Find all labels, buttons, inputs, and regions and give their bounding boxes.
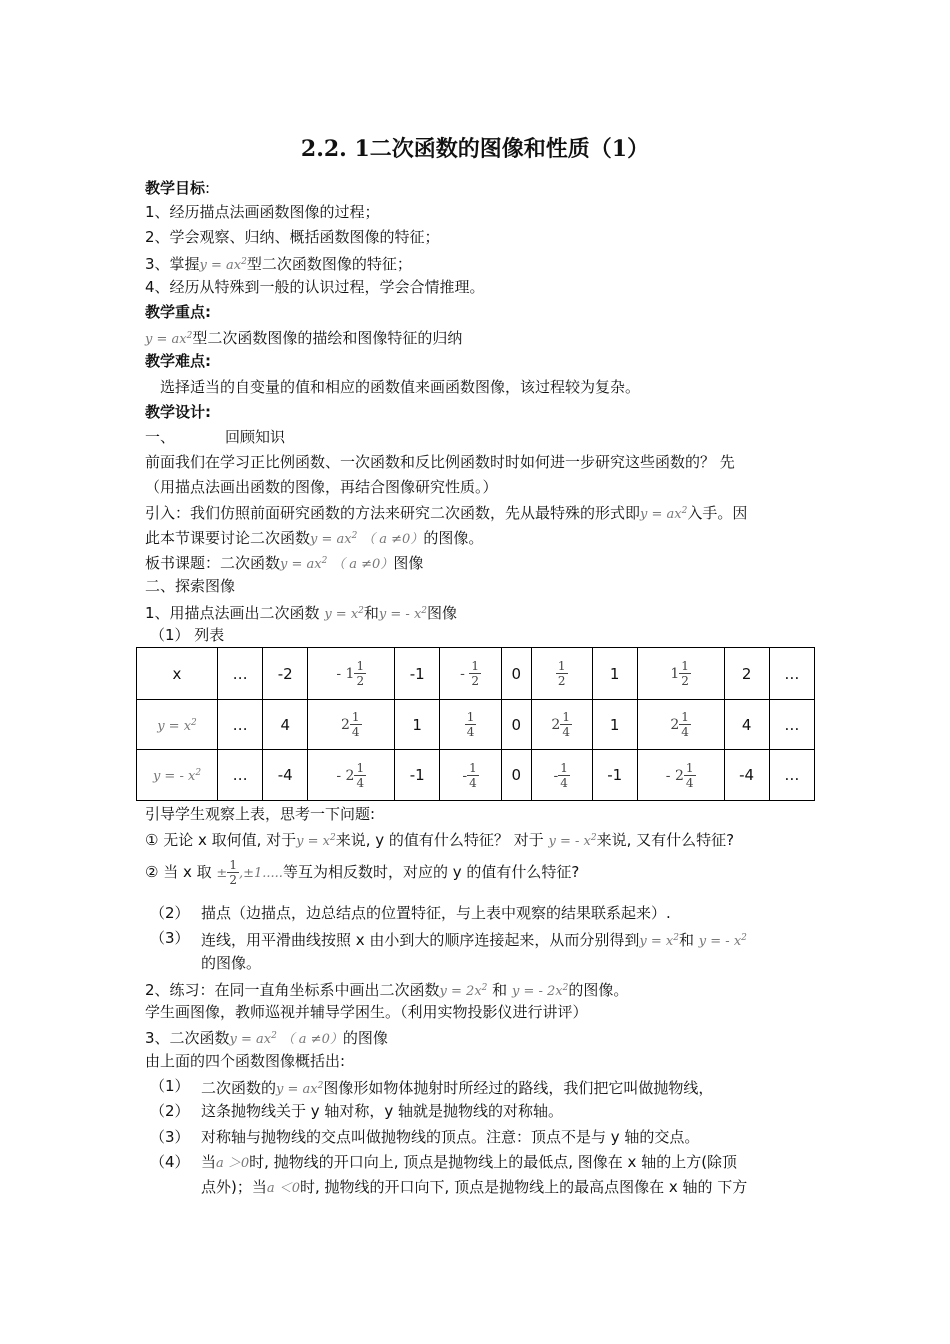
step-3-text-cont: 的图像。: [201, 954, 262, 972]
table-cell: …: [218, 648, 263, 700]
table-cell: x: [137, 648, 218, 700]
table-cell: …: [769, 750, 814, 801]
summary-2-text: 这条抛物线关于 y 轴对称，y 轴就是抛物线的对称轴。: [201, 1102, 564, 1120]
section1-heading: 一、 回顾知识: [145, 428, 286, 446]
table-cell: 2: [724, 648, 769, 700]
formula-y-ax2: $y = ax^2$: [280, 556, 328, 572]
table-cell: …: [769, 700, 814, 750]
section1-paragraph-5: 板书课题：二次函数$y = ax^2$ （ a ≠0）图像: [145, 554, 424, 572]
table-cell: $\frac{1}{2}$: [531, 648, 592, 700]
table-cell: - $\frac{1}{2}$: [440, 648, 502, 700]
questions-intro: 引导学生观察上表，思考一下问题:: [145, 805, 376, 823]
table-cell: …: [218, 750, 263, 801]
section3-summary: 由上面的四个函数图像概括出:: [145, 1052, 346, 1070]
table-cell: 1 $\frac{1}{2}$: [637, 648, 724, 700]
objectives-heading: 教学目标:: [145, 179, 211, 197]
table-cell: -1: [592, 750, 637, 801]
table-cell: 1: [592, 700, 637, 750]
summary-4-number: （4）: [150, 1153, 190, 1171]
step-2-number: （2）: [150, 904, 190, 922]
formula-y-negx2: y = - $x^2$: [378, 606, 428, 622]
section3-heading: 3、二次函数$y = ax^2$ （ a ≠0）的图像: [145, 1029, 388, 1047]
table-cell: 0: [501, 750, 531, 801]
formula-y-ax2: $y = ax^2$: [310, 531, 358, 547]
table-cell: 0: [501, 700, 531, 750]
table-row: [137, 700, 815, 750]
difficulties-heading: 教学难点:: [145, 352, 211, 370]
table-cell: 1: [592, 648, 637, 700]
step-2-text: 描点（边描点，边总结点的位置特征，与上表中观察的结果联系起来）.: [201, 904, 671, 922]
key-points-heading: 教学重点:: [145, 303, 211, 321]
table-cell: - $\frac{1}{4}$: [531, 750, 592, 801]
formula-y-ax2: $y = ax^2$: [145, 331, 193, 347]
table-cell: 2 $\frac{1}{4}$: [531, 700, 592, 750]
section2-heading: 二、探索图像: [145, 577, 236, 595]
question-2: ② 当 x 取 ± $\frac{1}{2}$ ,±1.....等互为相反数时，对应的 y 的值有什么特征?: [145, 858, 580, 887]
summary-1-number: （1）: [150, 1077, 190, 1095]
difficulties-text: 选择适当的自变量的值和相应的函数值来画函数图像，该过程较为复杂。: [160, 378, 641, 396]
table-cell: …: [218, 700, 263, 750]
section2-sub-1: （1） 列表: [150, 626, 225, 644]
design-heading: 教学设计:: [145, 403, 211, 421]
practice-note: 学生画图像，教师巡视并辅导学困生。（利用实物投影仪进行讲评）: [145, 1003, 588, 1021]
table-cell: -4: [724, 750, 769, 801]
table-cell: - $\frac{1}{4}$: [440, 750, 502, 801]
section1-paragraph-3: 引入：我们仿照前面研究函数的方法来研究二次函数，先从最特殊的形式即$y = ax^2$入手。因: [145, 504, 748, 522]
key-points-text: $y = ax^2$型二次函数图像的描绘和图像特征的归纳: [145, 329, 463, 347]
table-cell: $\frac{1}{4}$: [440, 700, 502, 750]
table-cell: 2 $\frac{1}{4}$: [637, 700, 724, 750]
objective-3: 3、掌握$y = ax^2$型二次函数图像的特征；: [145, 255, 412, 273]
table-cell: - 2 $\frac{1}{4}$: [308, 750, 395, 801]
table-cell: …: [769, 648, 814, 700]
summary-4-text-cont: 点外)；当a ＜0时, 抛物线的开口向下, 顶点是抛物线上的最高点图像在 x 轴的 下方: [201, 1178, 748, 1196]
summary-3-number: （3）: [150, 1128, 190, 1146]
table-cell: -2: [263, 648, 308, 700]
table-cell: -4: [263, 750, 308, 801]
table-cell: 1: [395, 700, 440, 750]
table-cell: 4: [724, 700, 769, 750]
table-row: [137, 750, 815, 801]
formula-y-ax2: $y = ax^2$: [199, 257, 247, 273]
formula-y-ax2: $y = ax^2$: [640, 506, 688, 522]
section1-paragraph-1: 前面我们在学习正比例函数、一次函数和反比例函数时时如何进一步研究这些函数的？ 先: [145, 453, 735, 471]
table-cell: 4: [263, 700, 308, 750]
table-cell: y = - $x^2$: [137, 750, 218, 801]
practice-line: 2、练习：在同一直角坐标系中画出二次函数$y = 2x^2$ 和 y = - $2x^2$的图像。: [145, 981, 629, 999]
value-table: [136, 647, 815, 801]
table-cell: $y = x^2$: [137, 700, 218, 750]
section1-paragraph-4: 此本节课要讨论二次函数$y = ax^2$ （ a ≠0）的图像。: [145, 529, 484, 547]
objective-4: 4、经历从特殊到一般的认识过程，学会合情推理。: [145, 278, 485, 296]
table-cell: -1: [395, 750, 440, 801]
summary-3-text: 对称轴与抛物线的交点叫做抛物线的顶点。注意：顶点不是与 y 轴的交点。: [201, 1128, 700, 1146]
table-cell: - 1 $\frac{1}{2}$: [308, 648, 395, 700]
page-title: 2.2. 1二次函数的图像和性质（1）: [300, 136, 650, 162]
summary-2-number: （2）: [150, 1102, 190, 1120]
table-cell: - 2 $\frac{1}{4}$: [637, 750, 724, 801]
objective-2: 2、学会观察、归纳、概括函数图像的特征；: [145, 228, 440, 246]
table-cell: -1: [395, 648, 440, 700]
summary-1-text: 二次函数的$y = ax^2$图像形如物体抛射时所经过的路线，我们把它叫做抛物线，: [201, 1079, 714, 1097]
section2-item-1: 1、用描点法画出二次函数 $y = x^2$和y = - $x^2$图像: [145, 604, 458, 622]
step-3-number: （3）: [150, 929, 190, 947]
question-1: ① 无论 x 取何值, 对于$y = x^2$来说, y 的值有什么特征？ 对于 y = - $x^2$来说, 又有什么特征?: [145, 831, 735, 849]
table-cell: 0: [501, 648, 531, 700]
table-row: [137, 648, 815, 700]
formula-y-x2: $y = x^2$: [324, 606, 364, 622]
section1-paragraph-2: （用描点法画出函数的图像，再结合图像研究性质。）: [145, 478, 498, 496]
objective-1: 1、经历描点法画函数图像的过程；: [145, 203, 380, 221]
step-3-text: 连线，用平滑曲线按照 x 由小到大的顺序连接起来，从而分别得到$y = x^2$和 y = - $x^2$: [201, 931, 747, 949]
summary-4-text: 当a ＞0时, 抛物线的开口向上, 顶点是抛物线上的最低点, 图像在 x 轴的上方(除顶: [201, 1153, 738, 1171]
table-cell: 2 $\frac{1}{4}$: [308, 700, 395, 750]
